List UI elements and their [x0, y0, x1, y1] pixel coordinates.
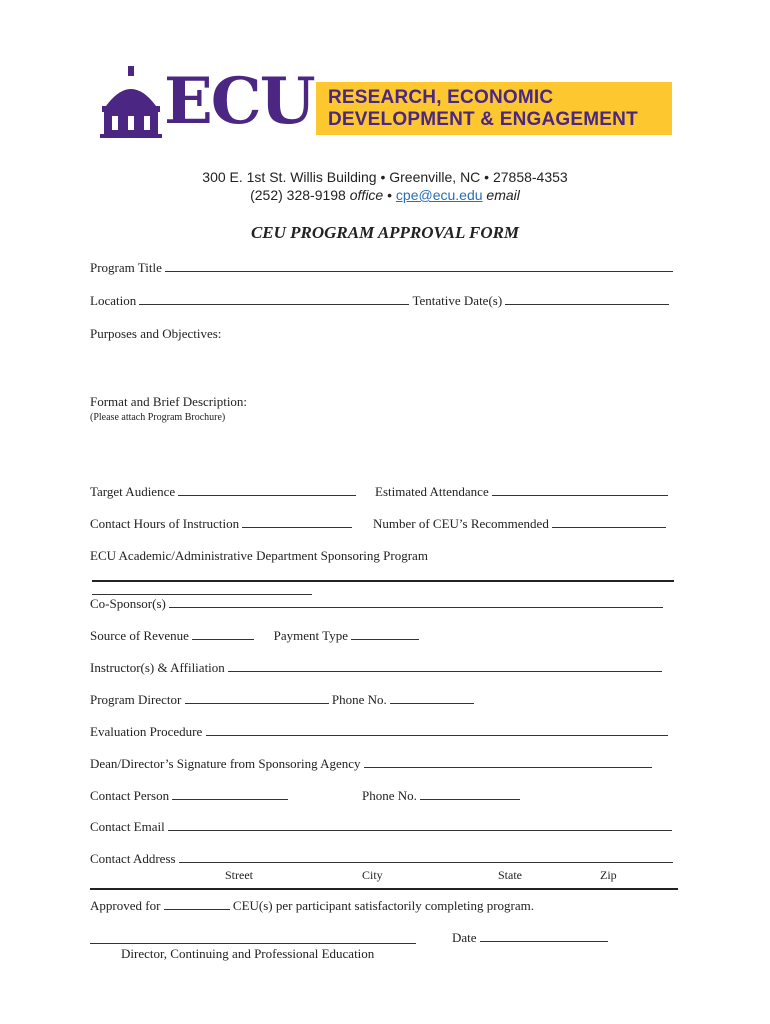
location-field[interactable]	[139, 293, 409, 305]
format-note: (Please attach Program Brochure)	[90, 412, 226, 423]
approved-row	[90, 898, 534, 914]
director-phone-field[interactable]	[390, 692, 474, 704]
email-link[interactable]: cpe@ecu.edu	[395, 187, 483, 203]
num-ceus-row	[373, 516, 666, 532]
approved-rest-text: CEU(s) per participant satisfactorily completing program.	[232, 898, 534, 913]
contact-line	[0, 186, 770, 204]
phone-number: (252) 328-9198	[250, 187, 346, 203]
evaluation-field[interactable]	[206, 724, 668, 736]
contact-email-row	[90, 819, 672, 835]
contact-hours-label: Contact Hours of Instruction	[90, 516, 240, 531]
contact-person-label: Contact Person	[90, 788, 170, 803]
date-row	[452, 930, 608, 946]
contact-person-row	[90, 788, 288, 804]
contact-hours-field[interactable]	[242, 516, 352, 528]
program-title-row	[90, 260, 673, 276]
source-revenue-label: Source of Revenue	[90, 628, 189, 643]
contact-hours-row	[90, 516, 352, 532]
num-ceus-field[interactable]	[552, 516, 666, 528]
program-director-row	[90, 692, 474, 708]
target-audience-label: Target Audience	[90, 484, 176, 499]
phone-label: office	[349, 187, 384, 203]
target-audience-row	[90, 484, 356, 500]
dept-sponsoring-field[interactable]	[92, 580, 674, 582]
cupola-icon	[100, 66, 162, 138]
ecu-logo	[100, 66, 320, 138]
instructors-row	[90, 660, 662, 676]
contact-person-field[interactable]	[172, 788, 288, 800]
payment-type-field[interactable]	[351, 628, 419, 640]
address-street-caption: Street	[225, 868, 253, 882]
co-sponsors-field[interactable]	[169, 596, 663, 608]
address-line: 300 E. 1st St. Willis Building • Greenville, NC • 27858-4353	[202, 169, 568, 185]
address-city-caption: City	[362, 868, 383, 882]
contact-email-label: Contact Email	[90, 819, 165, 834]
date-label: Date	[452, 930, 477, 945]
contact-address-row	[90, 851, 673, 867]
dept-sponsoring-label: ECU Academic/Administrative Department Sponsoring Program	[90, 548, 428, 563]
email-label: email	[486, 187, 520, 203]
banner-line-1: RESEARCH, ECONOMIC	[328, 87, 554, 108]
source-revenue-field[interactable]	[192, 628, 254, 640]
contact-phone-field[interactable]	[420, 788, 520, 800]
bullet: •	[387, 187, 393, 203]
director-phone-label: Phone No.	[331, 692, 387, 707]
contact-phone-label: Phone No.	[362, 788, 417, 803]
program-director-label: Program Director	[90, 692, 182, 707]
dean-signature-field[interactable]	[364, 756, 652, 768]
tentative-dates-field[interactable]	[505, 293, 669, 305]
contact-email-field[interactable]	[168, 819, 672, 831]
co-sponsors-row	[90, 596, 663, 612]
date-field[interactable]	[480, 930, 608, 942]
location-label: Location	[90, 293, 137, 308]
contact-phone-row	[362, 788, 520, 804]
co-sponsors-label: Co-Sponsor(s)	[90, 596, 166, 611]
dean-signature-label: Dean/Director’s Signature from Sponsoring Agency	[90, 756, 361, 771]
estimated-attendance-row	[375, 484, 668, 500]
approved-for-label: Approved for	[90, 898, 161, 913]
department-banner	[316, 82, 672, 135]
payment-type-label: Payment Type	[273, 628, 348, 643]
program-director-field[interactable]	[185, 692, 329, 704]
location-row	[90, 293, 669, 309]
approved-ceus-field[interactable]	[164, 898, 230, 910]
num-ceus-label: Number of CEU’s Recommended	[373, 516, 549, 531]
program-title-field[interactable]	[165, 260, 673, 272]
dean-signature-row	[90, 756, 652, 772]
program-title-label: Program Title	[90, 260, 162, 275]
evaluation-row	[90, 724, 668, 740]
revenue-row	[90, 628, 419, 644]
instructors-field[interactable]	[228, 660, 662, 672]
banner-line-2: DEVELOPMENT & ENGAGEMENT	[328, 109, 638, 130]
form-title: CEU PROGRAM APPROVAL FORM	[250, 223, 520, 242]
estimated-attendance-label: Estimated Attendance	[375, 484, 489, 499]
dept-sponsoring-field-continued[interactable]	[92, 594, 312, 595]
address-state-caption: State	[498, 868, 522, 882]
format-label: Format and Brief Description:	[90, 394, 248, 409]
instructors-label: Instructor(s) & Affiliation	[90, 660, 225, 675]
estimated-attendance-field[interactable]	[492, 484, 668, 496]
contact-address-field[interactable]	[179, 851, 673, 863]
tentative-dates-label: Tentative Date(s)	[412, 293, 503, 308]
address-zip-caption: Zip	[600, 868, 617, 882]
target-audience-field[interactable]	[178, 484, 356, 496]
director-caption: Director, Continuing and Professional Education	[121, 946, 375, 961]
purposes-label: Purposes and Objectives:	[90, 326, 222, 341]
evaluation-label: Evaluation Procedure	[90, 724, 203, 739]
section-divider	[90, 888, 678, 890]
director-signature-field[interactable]	[90, 943, 416, 944]
contact-address-label: Contact Address	[90, 851, 176, 866]
ecu-wordmark: ECU	[164, 64, 314, 139]
